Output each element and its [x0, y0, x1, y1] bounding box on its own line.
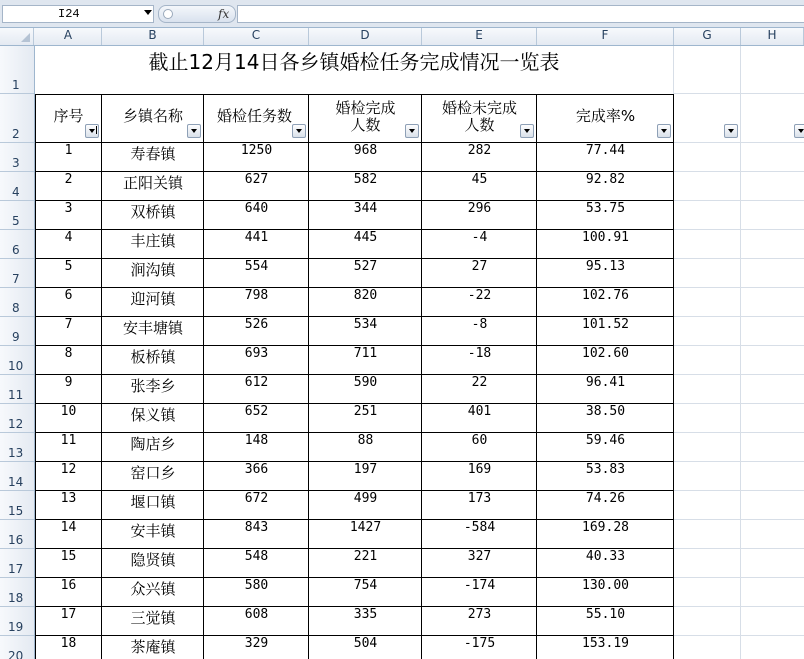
row-header-9[interactable]: 9 [0, 317, 34, 346]
cell-task-count[interactable]: 548 [244, 549, 269, 564]
table-border-vertical [421, 94, 422, 659]
cell-town-name[interactable]: 陶店乡 [130, 435, 176, 453]
column-header-e[interactable]: E [422, 28, 537, 45]
cell-index[interactable]: 11 [60, 433, 77, 448]
cell-completed-count[interactable]: 88 [357, 433, 374, 448]
cell-completed-count[interactable]: 197 [353, 462, 378, 477]
cell-town-name[interactable]: 众兴镇 [130, 580, 176, 598]
gridline-vertical [740, 46, 741, 659]
cell-completion-rate[interactable]: 95.13 [585, 259, 626, 274]
cell-index[interactable]: 13 [60, 491, 77, 506]
filter-dropdown-town-name-icon[interactable] [187, 124, 201, 138]
cell-incomplete-count[interactable]: 296 [467, 201, 492, 216]
cell-completion-rate[interactable]: 101.52 [582, 317, 629, 332]
cell-task-count[interactable]: 554 [244, 259, 269, 274]
row-header-14[interactable]: 14 [0, 462, 34, 491]
cell-completion-rate[interactable]: 130.00 [582, 578, 629, 593]
row-header-8[interactable]: 8 [0, 288, 34, 317]
cell-incomplete-count[interactable]: 273 [467, 607, 492, 622]
cell-index[interactable]: 14 [60, 520, 77, 535]
cell-town-name[interactable]: 张李乡 [130, 377, 176, 395]
cell-index[interactable]: 16 [60, 578, 77, 593]
cell-task-count[interactable]: 640 [244, 201, 269, 216]
cell-town-name[interactable]: 茶庵镇 [130, 638, 176, 656]
cell-task-count[interactable]: 652 [244, 404, 269, 419]
cell-completion-rate[interactable]: 40.33 [585, 549, 626, 564]
table-border-vertical [101, 94, 102, 659]
row-header-5[interactable]: 5 [0, 201, 34, 230]
cell-completed-count[interactable]: 499 [353, 491, 378, 506]
cell-task-count[interactable]: 148 [244, 433, 269, 448]
column-header-f[interactable]: F [537, 28, 674, 45]
select-all-corner[interactable] [0, 28, 34, 45]
cell-completed-count[interactable]: 968 [353, 143, 378, 158]
cell-completion-rate[interactable]: 96.41 [585, 375, 626, 390]
select-all-icon [21, 33, 30, 42]
filter-dropdown-task-count-icon[interactable] [292, 124, 306, 138]
cell-index[interactable]: 18 [60, 636, 77, 651]
cell-incomplete-count[interactable]: -22 [467, 288, 492, 303]
formula-bar [0, 0, 804, 28]
cell-completed-count[interactable]: 527 [353, 259, 378, 274]
header-index: 序号 [53, 107, 84, 125]
cell-incomplete-count[interactable]: 401 [467, 404, 492, 419]
header-completed-count: 婚检完成 人数 [335, 98, 396, 134]
cell-index[interactable]: 12 [60, 462, 77, 477]
cell-incomplete-count[interactable]: 169 [467, 462, 492, 477]
cell-incomplete-count[interactable]: -4 [471, 230, 488, 245]
cell-index[interactable]: 3 [64, 201, 73, 216]
header-town-name: 乡镇名称 [122, 107, 183, 125]
data-table [35, 94, 674, 659]
cell-task-count[interactable]: 672 [244, 491, 269, 506]
cell-completed-count[interactable]: 251 [353, 404, 378, 419]
filter-dropdown-index-icon[interactable] [85, 124, 99, 138]
filter-dropdown-completed-count-icon[interactable] [405, 124, 419, 138]
filter-dropdown-completion-rate-icon[interactable] [657, 124, 671, 138]
cell-completion-rate[interactable]: 169.28 [582, 520, 629, 535]
cell-index[interactable]: 1 [64, 143, 73, 158]
cell-task-count[interactable]: 1250 [240, 143, 273, 158]
column-header-b[interactable]: B [102, 28, 204, 45]
cell-incomplete-count[interactable]: 60 [471, 433, 488, 448]
cell-task-count[interactable]: 693 [244, 346, 269, 361]
cell-completed-count[interactable]: 335 [353, 607, 378, 622]
cell-task-count[interactable]: 366 [244, 462, 269, 477]
row-header-3[interactable]: 3 [0, 143, 34, 172]
cell-task-count[interactable]: 843 [244, 520, 269, 535]
sheet-title: 截止12月14日各乡镇婚检任务完成情况一览表 [35, 46, 673, 94]
cell-completed-count[interactable]: 1427 [349, 520, 382, 535]
cell-incomplete-count[interactable]: 327 [467, 549, 492, 564]
header-completion-rate: 完成率% [575, 107, 636, 125]
cell-town-name[interactable]: 寿春镇 [130, 145, 176, 163]
cell-index[interactable]: 9 [64, 375, 73, 390]
row-header-7[interactable]: 7 [0, 259, 34, 288]
cell-completion-rate[interactable]: 53.83 [585, 462, 626, 477]
cell-completed-count[interactable]: 221 [353, 549, 378, 564]
cell-task-count[interactable]: 608 [244, 607, 269, 622]
cell-town-name[interactable]: 丰庄镇 [130, 232, 176, 250]
cell-completed-count[interactable]: 820 [353, 288, 378, 303]
row-header-1[interactable]: 1 [0, 46, 34, 94]
cell-completed-count[interactable]: 504 [353, 636, 378, 651]
cell-index[interactable]: 2 [64, 172, 73, 187]
cell-completion-rate[interactable]: 53.75 [585, 201, 626, 216]
cell-incomplete-count[interactable]: 27 [471, 259, 488, 274]
cell-completion-rate[interactable]: 100.91 [582, 230, 629, 245]
column-header-d[interactable]: D [309, 28, 422, 45]
cell-index[interactable]: 10 [60, 404, 77, 419]
row-header-12[interactable]: 12 [0, 404, 34, 433]
row-header-19[interactable]: 19 [0, 607, 34, 636]
cell-index[interactable]: 7 [64, 317, 73, 332]
cell-completed-count[interactable]: 590 [353, 375, 378, 390]
cell-incomplete-count[interactable]: -8 [471, 317, 488, 332]
cell-completion-rate[interactable]: 92.82 [585, 172, 626, 187]
cell-incomplete-count[interactable]: -584 [463, 520, 496, 535]
cell-town-name[interactable]: 涧沟镇 [130, 261, 176, 279]
cell-town-name[interactable]: 双桥镇 [130, 203, 176, 221]
cell-town-name[interactable]: 隐贤镇 [130, 551, 176, 569]
cell-incomplete-count[interactable]: 22 [471, 375, 488, 390]
cell-incomplete-count[interactable]: 282 [467, 143, 492, 158]
row-header-13[interactable]: 13 [0, 433, 34, 462]
column-header-g[interactable]: G [674, 28, 741, 45]
cell-completion-rate[interactable]: 102.60 [582, 346, 629, 361]
cell-completion-rate[interactable]: 59.46 [585, 433, 626, 448]
header-task-count: 婚检任务数 [217, 107, 293, 125]
cell-town-name[interactable]: 堰口镇 [130, 493, 176, 511]
filter-dropdown-h-icon[interactable] [794, 124, 804, 138]
row-header-6[interactable]: 6 [0, 230, 34, 259]
cell-completion-rate[interactable]: 74.26 [585, 491, 626, 506]
row-header-10[interactable]: 10 [0, 346, 34, 375]
filter-dropdown-incomplete-count-icon[interactable] [520, 124, 534, 138]
cell-completed-count[interactable]: 534 [353, 317, 378, 332]
cell-completed-count[interactable]: 754 [353, 578, 378, 593]
table-border-vertical [673, 94, 674, 659]
cell-task-count[interactable]: 441 [244, 230, 269, 245]
cell-grid[interactable] [35, 46, 804, 659]
cell-town-name[interactable]: 板桥镇 [130, 348, 176, 366]
formula-splitter-handle[interactable] [163, 9, 173, 19]
cell-task-count[interactable]: 627 [244, 172, 269, 187]
cell-town-name[interactable]: 迎河镇 [130, 290, 176, 308]
cell-completion-rate[interactable]: 153.19 [582, 636, 629, 651]
row-header-20[interactable]: 20 [0, 636, 34, 659]
table-border-vertical [536, 94, 537, 659]
cell-index[interactable]: 4 [64, 230, 73, 245]
column-header-c[interactable]: C [204, 28, 309, 45]
table-border-vertical [308, 94, 309, 659]
cell-town-name[interactable]: 安丰塘镇 [122, 319, 183, 337]
cell-index[interactable]: 17 [60, 607, 77, 622]
cell-incomplete-count[interactable]: 45 [471, 172, 488, 187]
cell-completed-count[interactable]: 445 [353, 230, 378, 245]
cell-completion-rate[interactable]: 38.50 [585, 404, 626, 419]
formula-input[interactable] [237, 5, 804, 23]
cell-incomplete-count[interactable]: -175 [463, 636, 496, 651]
cell-completion-rate[interactable]: 102.76 [582, 288, 629, 303]
cell-incomplete-count[interactable]: -174 [463, 578, 496, 593]
name-box[interactable]: I24 [2, 5, 154, 23]
cell-completed-count[interactable]: 582 [353, 172, 378, 187]
cell-index[interactable]: 5 [64, 259, 73, 274]
header-incomplete-count: 婚检未完成 人数 [441, 98, 517, 134]
cell-task-count[interactable]: 798 [244, 288, 269, 303]
cell-completion-rate[interactable]: 55.10 [585, 607, 626, 622]
cell-town-name[interactable]: 保义镇 [130, 406, 176, 424]
column-header-bar [0, 28, 804, 46]
cell-town-name[interactable]: 三觉镇 [130, 609, 176, 627]
row-header-2[interactable]: 2 [0, 94, 34, 143]
row-header-4[interactable]: 4 [0, 172, 34, 201]
cell-index[interactable]: 15 [60, 549, 77, 564]
cell-incomplete-count[interactable]: -18 [467, 346, 492, 361]
row-header-11[interactable]: 11 [0, 375, 34, 404]
cell-task-count[interactable]: 526 [244, 317, 269, 332]
cell-task-count[interactable]: 329 [244, 636, 269, 651]
row-header-16[interactable]: 16 [0, 520, 34, 549]
cell-town-name[interactable]: 安丰镇 [130, 522, 176, 540]
row-header-bar [0, 46, 35, 659]
cell-town-name[interactable]: 窑口乡 [130, 464, 176, 482]
cell-index[interactable]: 8 [64, 346, 73, 361]
row-header-18[interactable]: 18 [0, 578, 34, 607]
row-header-17[interactable]: 17 [0, 549, 34, 578]
cell-incomplete-count[interactable]: 173 [467, 491, 492, 506]
table-border-vertical [203, 94, 204, 659]
name-box-dropdown-icon[interactable] [144, 10, 152, 15]
cell-town-name[interactable]: 正阳关镇 [122, 174, 183, 192]
cell-completed-count[interactable]: 711 [353, 346, 378, 361]
insert-function-icon[interactable]: fx [218, 7, 230, 21]
cell-completed-count[interactable]: 344 [353, 201, 378, 216]
cell-index[interactable]: 6 [64, 288, 73, 303]
cell-task-count[interactable]: 612 [244, 375, 269, 390]
cell-completion-rate[interactable]: 77.44 [585, 143, 626, 158]
filter-dropdown-g-icon[interactable] [724, 124, 738, 138]
cell-task-count[interactable]: 580 [244, 578, 269, 593]
column-header-h[interactable]: H [741, 28, 804, 45]
row-header-15[interactable]: 15 [0, 491, 34, 520]
column-header-a[interactable]: A [35, 28, 102, 45]
